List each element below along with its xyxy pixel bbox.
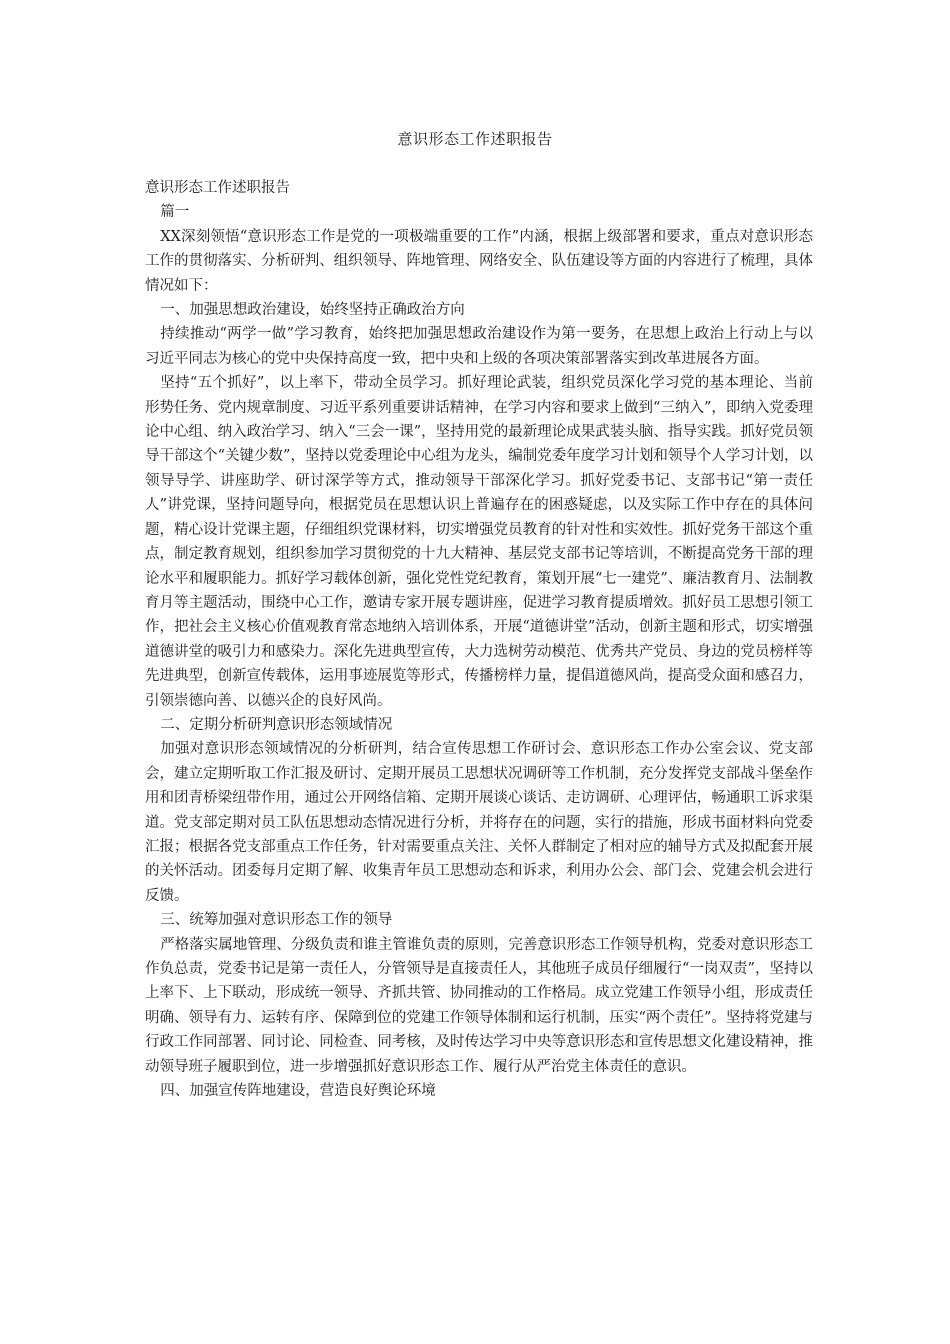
heading-section-2: 二、定期分析研判意识形态领域情况 [160, 716, 393, 733]
heading-section-3: 三、统筹加强对意识形态工作的领导 [160, 912, 393, 929]
paragraph-intro: XX深刻领悟“意识形态工作是党的一项极端重要的工作”内涵，根据上级部署和要求，重点对意识形态工作的贯彻落实、分析研判、组织领导、阵地管理、网络安全、队伍建设等方面的内容进行了梳理，具体情况如下： [145, 228, 813, 294]
section-label: 篇一 [160, 204, 190, 221]
heading-section-4: 四、加强宣传阵地建设，营造良好舆论环境 [160, 1083, 436, 1100]
paragraph-section-1-a: 持续推动“两学一做”学习教育，始终把加强思想政治建设作为第一要务，在思想上政治上行动上与以习近平同志为核心的党中央保持高度一致，把中央和上级的各项决策部署落实到改革进展各方面。 [145, 326, 813, 367]
paragraph-section-3: 严格落实属地管理、分级负责和谁主管谁负责的原则，完善意识形态工作领导机构，党委对意识形态工作负总责，党委书记是第一责任人，分管领导是直接责任人，其他班子成员仔细履行“一岗双责”，坚持以上率下、上下联动，形成统一领导、齐抓共管、协同推动的工作格局。成立党建工作领导小组，形成责任明确、领导有力、运转有序、保障到位的党建工作领导体制和运行机制，压实“两个责任”。坚持将党建与行政工作同部署、同讨论、同检查、同考核，及时传达学习中央等意识形态和宣传思想文化建设精神，推动领导班子履职到位，进一步增强抓好意识形态工作、履行从严治党主体责任的意识。 [145, 936, 813, 1075]
heading-section-1: 一、加强思想政治建设，始终坚持正确政治方向 [160, 302, 465, 319]
paragraph-section-2: 加强对意识形态领域情况的分析研判，结合宣传思想工作研讨会、意识形态工作办公室会议、党支部会，建立定期听取工作汇报及研讨、定期开展员工思想状况调研等工作机制，充分发挥党支部战斗堡垒作用和团青桥梁纽带作用，通过公开网络信箱、定期开展谈心谈话、走访调研、心理评估，畅通职工诉求渠道。党支部定期对员工队伍思想动态情况进行分析，并将存在的问题，实行的措施，形成书面材料向党委汇报；根据各党支部重点工作任务，针对需要重点关注、关怀人群制定了相对应的辅导方式及拟配套开展的关怀活动。团委每月定期了解、收集青年员工思想动态和诉求，利用办公会、部门会、党建会机会进行反馈。 [145, 741, 813, 904]
paragraph-section-1-b: 坚持“五个抓好”，以上率下，带动全员学习。抓好理论武装，组织党员深化学习党的基本理论、当前形势任务、党内规章制度、习近平系列重要讲话精神，在学习内容和要求上做到“三纳入”，即纳入党委理论中心组、纳入政治学习、纳入“三会一课”，坚持用党的最新理论成果武装头脑、指导实践。抓好党员领导干部这个“关键少数”，坚持以党委理论中心组为龙头，编制党委年度学习计划和领导个人学习计划，以领导导学、讲座助学、研讨深学等方式，推动领导干部深化学习。抓好党委书记、支部书记“第一责任人”讲党课，坚持问题导向，根据党员在思想认识上普遍存在的困惑疑虑，以及实际工作中存在的具体问题，精心设计党课主题，仔细组织党课材料，切实增强党员教育的针对性和实效性。抓好党务干部这个重点，制定教育规划，组织参加学习贯彻党的十九大精神、基层党支部书记等培训，不断提高党务干部的理论水平和履职能力。抓好学习载体创新，强化党性党纪教育，策划开展“七一建党”、廉洁教育月、法制教育月等主题活动，围绕中心工作，邀请专家开展专题讲座，促进学习教育提质增效。抓好员工思想引领工作，把社会主义核心价值观教育常态地纳入培训体系，开展“道德讲堂”活动，创新主题和形式，切实增强道德讲堂的吸引力和感染力。深化先进典型宣传，大力选树劳动模范、优秀共产党员、身边的党员榜样等先进典型，创新宣传载体，运用事迹展览等形式，传播榜样力量，提倡道德风尚，提高受众面和感召力，引领崇德向善、以德兴企的良好风尚。 [145, 375, 813, 709]
document-body [145, 176, 813, 1103]
document-title: 意识形态工作述职报告 [397, 130, 553, 148]
document-subtitle: 意识形态工作述职报告 [145, 180, 290, 196]
